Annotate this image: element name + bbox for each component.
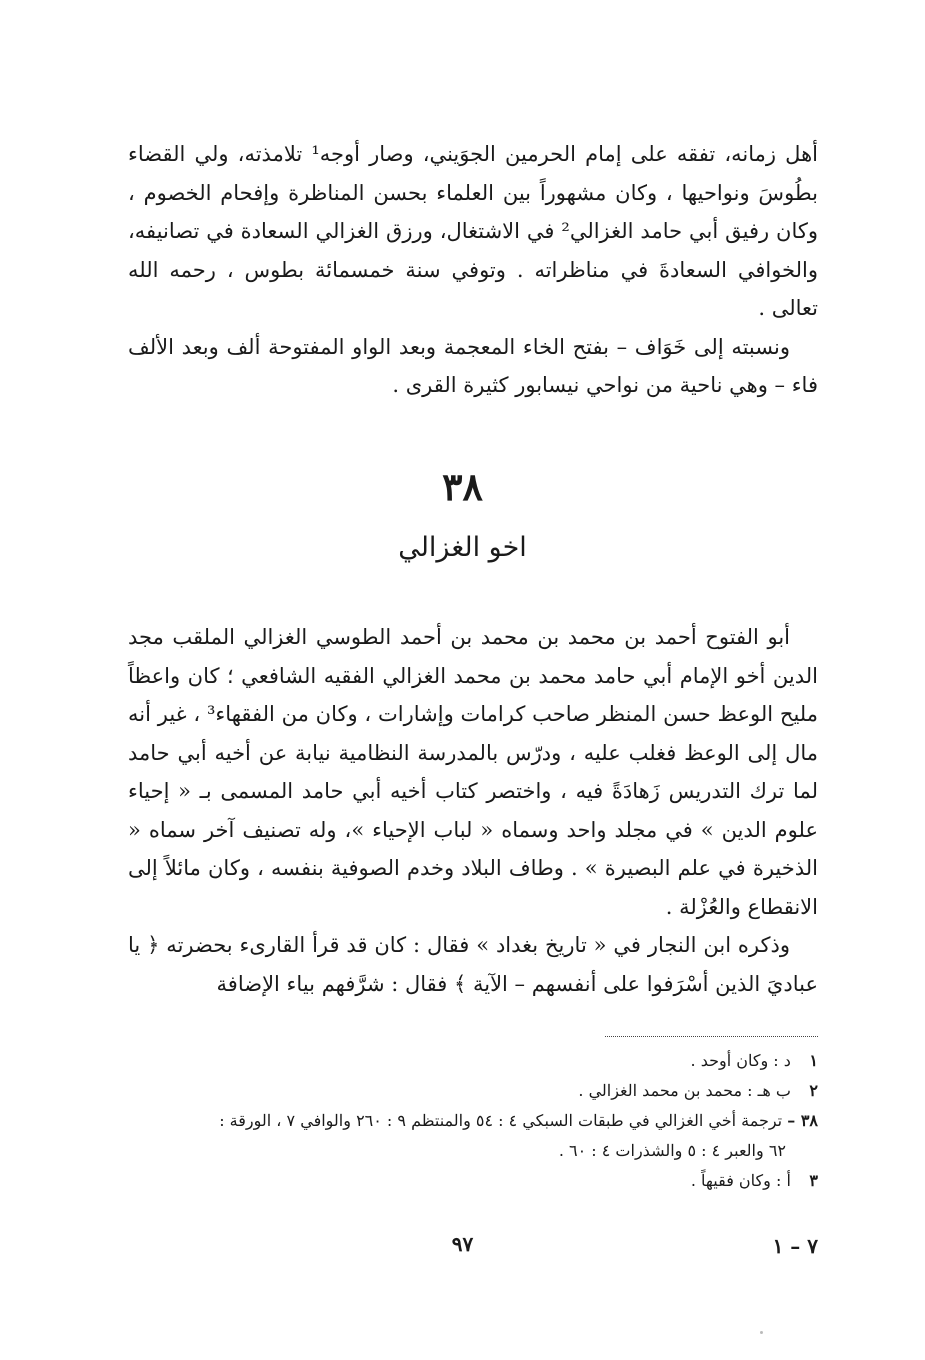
footnote — [128, 1106, 818, 1136]
paragraph: أبو الفتوح أحمد بن محمد بن محمد بن أحمد الطوسي الغزالي الملقب مجد الدين أخو الإمام أبي حامد محمد بن محمد الغزالي الفقيه الشافعي ؛ كان واعظاً مليح الوعظ حسن المنظر صاحب كرامات وإشارات ، وكان من الفقهاء³ ، غير أنه مال إلى الوعظ فغلب عليه ، ودرّس بالمدرسة النظامية نيابة عن أخيه أبي حامد لما ترك التدريس زَهادَةً فيه ، واختصر كتاب أخيه أبي حامد المسمى بـ « إحياء علوم الدين » في مجلد واحد وسماه « لباب الإحياء »، وله تصنيف آخر سماه « الذخيرة في علم البصيرة » . وطاف البلاد وخدم الصوفية بنفسه ، وكان مائلاً إلى الانقطاع والعُزْلة . — [128, 625, 818, 919]
footnote-text: ترجمة أخي الغزالي في طبقات السبكي ٤ : ٥٤ والمنتظم ٩ : ٢٦٠ والوافي ٧ ، الورقة : — [219, 1111, 783, 1130]
paragraph: وذكره ابن النجار في « تاريخ بغداد » فقال : كان قد قرأ القارىء بحضرته ﴿ يا عباديَ الذين أسْرَفوا على أنفسهم – الآية ﴾ فقال : شرَّفهم بياء الإضافة — [128, 933, 818, 996]
footnotes — [128, 1046, 818, 1196]
footnote — [128, 1046, 818, 1076]
footnote-text: ب هـ : محمد بن محمد الغزالي . — [578, 1081, 791, 1100]
continued-biography-text — [128, 135, 818, 405]
chapter-title: اخو الغزالي — [398, 532, 527, 563]
paragraph: أهل زمانه، تفقه على إمام الحرمين الجوَيني، وصار أوجه¹ تلامذته، ولي القضاء بطُوسَ ونواحيها ، وكان مشهوراً بين العلماء بحسن المناظرة وإفحام الخصوم ، وكان رفيق أبي حامد الغزالي² في الاشتغال، ورزق الغزالي السعادة في تصانيفه، والخوافي السعادةَ في مناظراته . وتوفي سنة خمسمائة بطوس ، رحمه الله تعالى . — [128, 142, 819, 320]
biography-text — [128, 618, 818, 1003]
footnote-number: ٣ — [809, 1171, 818, 1190]
footnote-text: د : وكان أوحد . — [690, 1051, 791, 1070]
footnote-number: ١ — [809, 1051, 818, 1070]
footnote-number: ٣٨ – — [787, 1111, 818, 1130]
footnote — [128, 1076, 818, 1106]
paragraph: ونسبته إلى خَوَاف – بفتح الخاء المعجمة وبعد الواو المفتوحة ألف وبعد الألف فاء – وهي ناحية من نواحي نيسابور كثيرة القرى . — [128, 334, 818, 397]
paper-speck — [760, 1331, 763, 1334]
footnote-text: ٦٢ والعبر ٤ : ٥ والشذرات ٤ : ٦٠ . — [558, 1141, 786, 1160]
footnote-continuation — [128, 1136, 818, 1166]
chapter-number: ٣٨ — [442, 464, 483, 509]
footnote-divider — [605, 1036, 818, 1037]
printer-signature: ٧ – ١ — [772, 1234, 818, 1258]
footnote-number: ٢ — [809, 1081, 818, 1100]
page-number: ٩٧ — [451, 1232, 474, 1256]
footnote — [128, 1166, 818, 1196]
footnote-text: أ : وكان فقيهاً . — [690, 1171, 791, 1190]
